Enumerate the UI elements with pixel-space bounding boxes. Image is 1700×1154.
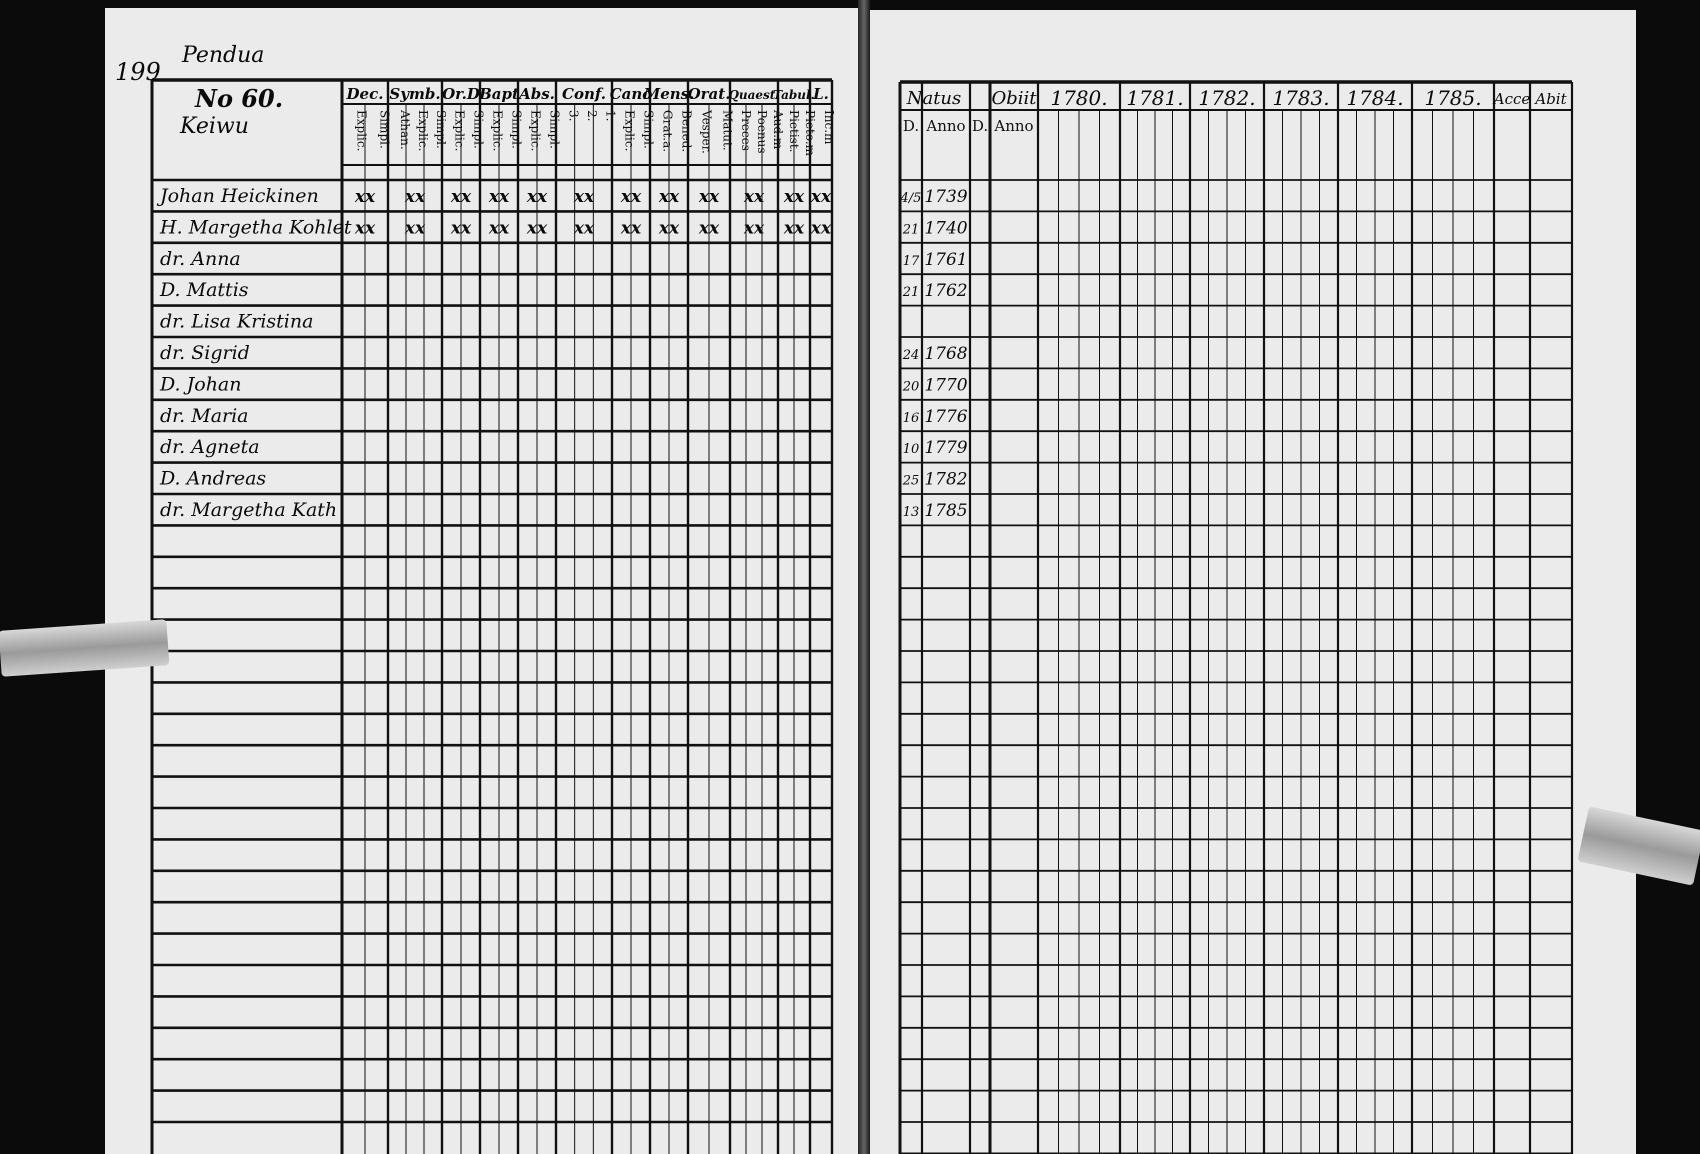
person-name: D. Johan [160, 373, 242, 396]
catechism-mark: xx [810, 218, 832, 239]
column-header: Conf. [562, 85, 606, 103]
person-name: dr. Margetha Kath [160, 499, 338, 521]
catechism-mark: xx [404, 187, 426, 207]
year-header: 1785. [1424, 86, 1482, 110]
column-header: Tabul. [773, 88, 815, 102]
column-header: Orat. [687, 85, 731, 103]
person-name: dr. Agneta [160, 436, 260, 459]
catechism-mark: xx [573, 187, 595, 207]
catechism-mark: xx [354, 187, 376, 207]
birth-year: 1785 [924, 501, 968, 521]
column-subheader: Poenus [755, 110, 769, 154]
column-subheader: Bened. [679, 110, 694, 153]
catechism-mark: xx [526, 218, 548, 239]
column-header: Or.D [442, 85, 480, 103]
birth-dates [900, 187, 968, 521]
column-subheader: Pietist. [787, 110, 801, 153]
catechism-mark: xx [698, 187, 720, 207]
column-subheader: Matut. [720, 110, 735, 151]
obiit-year-subheader: Anno [994, 117, 1034, 135]
catechism-mark: xx [354, 218, 376, 239]
birth-day: 17 [902, 253, 920, 269]
birth-day: 16 [902, 410, 920, 426]
birth-year: 1768 [924, 344, 968, 364]
catechism-mark: xx [620, 218, 642, 239]
year-header: 1781. [1126, 86, 1184, 110]
person-name: H. Margetha Kohlet [160, 216, 352, 239]
person-name: dr. Lisa Kristina [160, 310, 314, 333]
birth-day: 10 [902, 442, 920, 458]
year-header: 1784. [1346, 86, 1404, 110]
column-subheader: Athan. [398, 110, 412, 150]
birth-year: 1739 [924, 187, 968, 207]
page-number: 199 [115, 58, 161, 86]
column-subheader: Inc.m [822, 110, 836, 145]
left-column-headers [346, 85, 836, 157]
column-subheader: Simpl. [509, 110, 524, 149]
person-name: D. Andreas [160, 467, 267, 490]
catechism-mark: xx [743, 187, 765, 207]
column-subheader: Simpl. [434, 110, 448, 149]
column-subheader: Explic. [354, 110, 369, 152]
obiit-day-subheader: D. [971, 117, 989, 135]
catechism-mark: xx [450, 218, 472, 239]
column-subheader: 1. [603, 110, 618, 122]
catechism-mark: xx [488, 218, 510, 239]
birth-day: 20 [902, 379, 920, 395]
birth-year: 1740 [924, 218, 968, 239]
column-subheader: Preces [739, 110, 753, 151]
birth-day: 4/5 [900, 191, 922, 206]
person-name: D. Mattis [160, 279, 249, 302]
column-subheader: Pieto.m [803, 110, 817, 157]
catechism-mark: xx [573, 218, 595, 239]
abiit-header: Abit [1535, 90, 1567, 108]
birth-day: 24 [902, 348, 920, 363]
catechism-mark: xx [743, 218, 765, 239]
person-name: dr. Sigrid [160, 342, 250, 364]
person-names [156, 185, 832, 521]
column-header: L. [813, 85, 829, 103]
birth-year: 1782 [924, 469, 968, 490]
accessit-header: Acce [1493, 90, 1531, 108]
birth-year: 1770 [924, 375, 968, 396]
column-subheader: Explic. [452, 110, 467, 152]
column-subheader: Explic. [490, 110, 505, 152]
birth-year: 1761 [924, 249, 968, 270]
catechism-mark: xx [620, 187, 642, 207]
farm-name: Keiwu [180, 114, 249, 139]
place-name: Pendua [182, 43, 265, 68]
obiit-header: Obiit [991, 88, 1037, 109]
catechism-mark: xx [698, 218, 720, 239]
column-subheader: 3. [566, 110, 581, 122]
column-subheader: Aud.m [771, 110, 785, 150]
column-subheader: Simpl. [377, 110, 392, 149]
column-header: Bapt [479, 85, 519, 103]
natus-header: Natus [906, 88, 962, 109]
catechism-mark: xx [658, 218, 680, 239]
column-subheader: Explic. [416, 110, 430, 152]
column-header: Cano [609, 85, 653, 103]
catechism-mark: xx [488, 187, 510, 207]
column-subheader: Explic. [622, 110, 637, 152]
household-number: No 60. [195, 84, 284, 113]
column-subheader: Simpl. [547, 110, 562, 149]
catechism-mark: xx [658, 187, 680, 207]
column-header: Symb. [389, 85, 441, 103]
column-header: Mens. [643, 85, 695, 103]
birth-day: 21 [902, 222, 920, 238]
natus-day-subheader: D. [902, 117, 920, 135]
catechism-mark: xx [526, 187, 548, 207]
column-header: Quaest. [728, 88, 780, 102]
person-name: Johan Heickinen [160, 185, 319, 207]
column-subheader: Simpl. [471, 110, 486, 149]
right-column-headers [903, 86, 1568, 135]
column-header: Abs. [519, 85, 555, 103]
catechism-mark: xx [783, 218, 805, 239]
person-name: dr. Maria [160, 404, 249, 427]
column-subheader: Explic. [528, 110, 543, 152]
catechism-mark: xx [810, 187, 832, 207]
year-header: 1783. [1272, 86, 1330, 110]
column-subheader: Vesper. [699, 110, 714, 154]
birth-year: 1776 [924, 406, 968, 427]
year-header: 1782. [1198, 86, 1256, 110]
column-subheader: 2. [585, 110, 599, 122]
birth-year: 1762 [924, 281, 968, 302]
year-header: 1780. [1050, 86, 1108, 110]
column-header: Dec. [346, 85, 384, 103]
person-name: dr. Anna [160, 247, 241, 270]
natus-year-subheader: Anno [926, 117, 966, 135]
birth-year: 1779 [924, 438, 968, 459]
birth-day: 21 [902, 285, 920, 301]
catechism-mark: xx [404, 218, 426, 239]
column-subheader: Grat.a. [660, 110, 675, 153]
catechism-mark: xx [783, 187, 805, 207]
birth-day: 25 [902, 473, 920, 489]
catechism-mark: xx [450, 187, 472, 207]
column-subheader: Simpl. [641, 110, 656, 149]
birth-day: 13 [902, 505, 920, 520]
